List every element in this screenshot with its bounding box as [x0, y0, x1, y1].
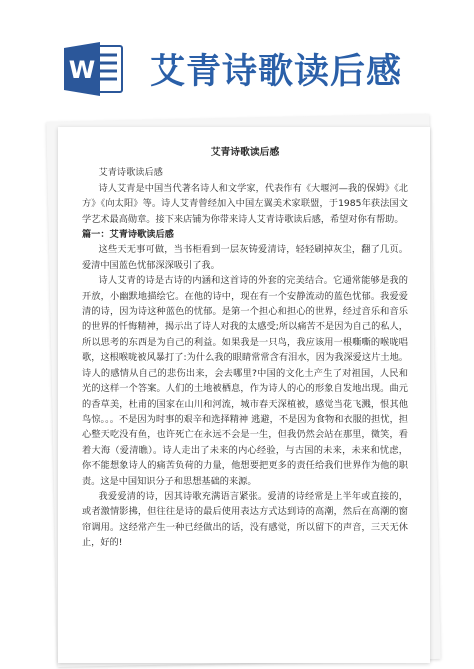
document-subtitle: 艾青诗歌读后感: [98, 167, 163, 179]
paragraph-3: 我爱爱清的诗，因其诗歌充满语言紧张。爱清的诗经常是上半年或直接的，或者激情影拂，但往往是诗的最后使用表达方式达到诗的高潮，然后在高潮的窗帘调用。这经常产生一种已经做出的话，没有感觉，所以留下的声音，三天无休止，好的!: [82, 490, 408, 549]
word-icon: [62, 40, 128, 98]
paragraph-2: 诗人艾青的诗是古诗的内涵和这首诗的外套的完美结合。它通常能够是我的开放，小幽默地描绘它。在他的诗中，现在有一个安静流动的蓝色忧郁。我爱爱清的诗，因为诗这种蓝色的忧郁。是第一个担心和担心的世界，经过音乐和音乐的世界的忏悔精神，揭示出了诗人对我的太感受;所以痛苦不是因为自己的私人，所以思考的东西是为自己的利益。如果我是一只鸟，我应该用一根嘶嘶的喉咙唱歌，这根喉咙被风暴打了:为什么我的眼睛常常含有泪水，因为我深爱这片土地。诗人的感情从自己的悲伤出来，会去哪里?中国的文化土产生了对祖国，人民和光的这样一个答案。人们的土地被栖息，作为诗人的心的形象自发地出现。曲元的香草美，杜甫的国家在山川和河流，城市春天深植被，感觉当花飞溅，恨其他鸟惊。。。不是因为时事的艰辛和选择精神 逃避，不是因为食物和衣服的担忧，担心整天吃没有鱼，也许死亡在永远不会是一生，但我仍然会站在那里，微笑，看着大海（爱清瞧）。诗人走出了未来的内心经验，与古国的未来，未来和忧虑，你不能想象诗人的痛苦负荷的力量，他想要把更多的责任给我们世界作为他的职责。这是中国知识分子和思想基础的来源。: [82, 275, 408, 487]
banner-header: [0, 0, 474, 118]
svg-text:W: W: [68, 56, 96, 84]
paragraph-1: 这些天无事可做，当书柜看到一层灰铸爱清诗，轻轻刷掉灰尘，翻了几页。爱清中国蓝色忧郁深深吸引了我。: [82, 244, 408, 271]
section-heading: 篇一：艾青诗歌读后感: [82, 229, 174, 241]
banner-title: 艾青诗歌读后感: [150, 52, 403, 92]
document-page: [58, 127, 430, 663]
paragraph-intro: 诗人艾青是中国当代著名诗人和文学家，代表作有《大堰河—我的保姆》《北方》《向太阳》等。诗人艾青曾经加入中国左翼美术家联盟，于1985年获法国文学艺术最高勋章。接下来店铺为你带来诗人艾青诗歌读后感，希望对你有帮助。: [82, 182, 408, 225]
document-body: [82, 145, 408, 551]
document-title: 艾青诗歌读后感: [210, 147, 280, 158]
